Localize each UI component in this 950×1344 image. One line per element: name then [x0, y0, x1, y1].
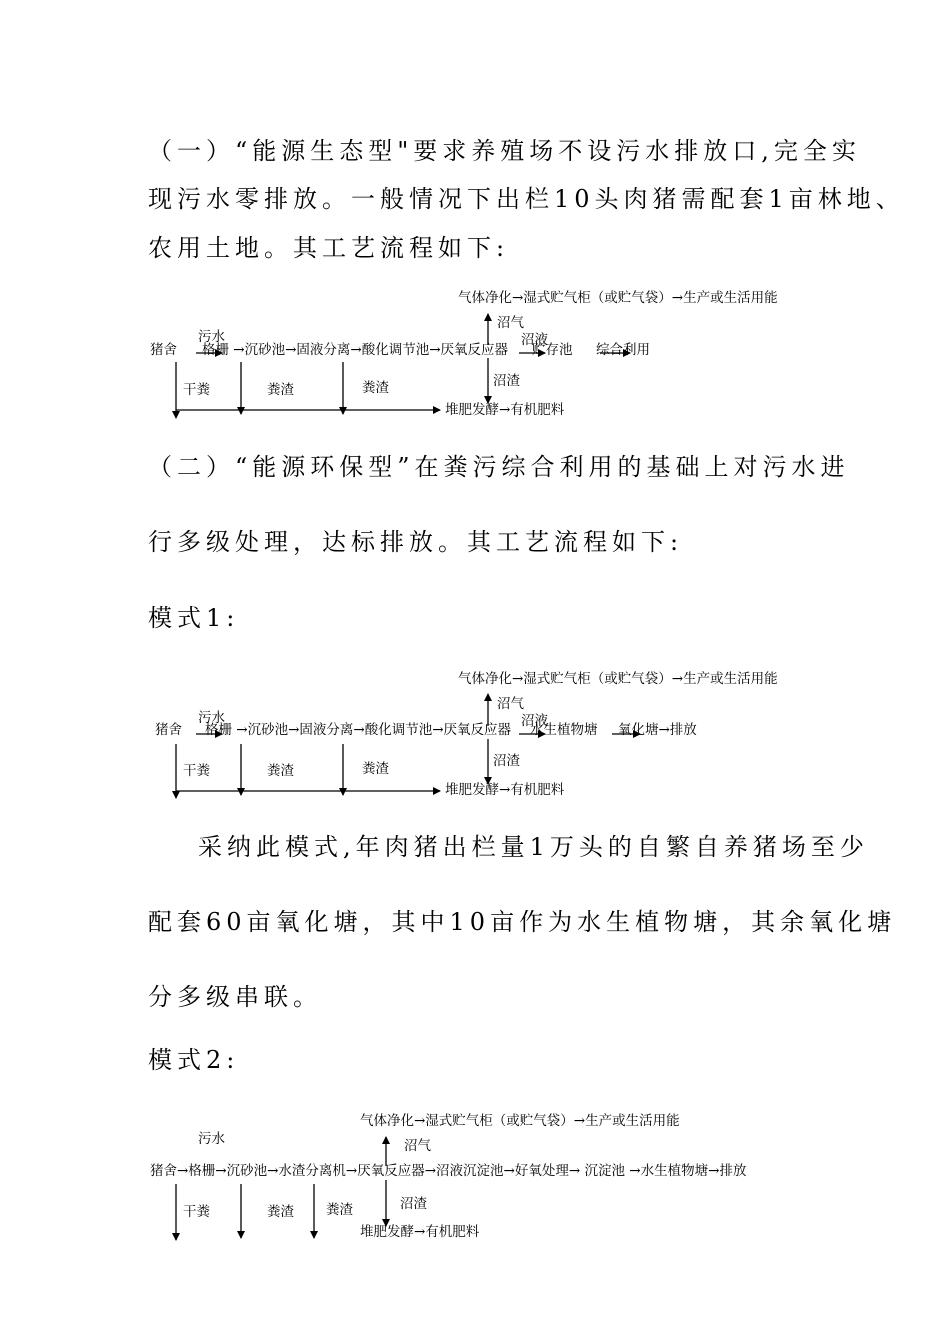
slurry-label: 沼液	[521, 332, 548, 348]
residue-label: 粪渣	[326, 1202, 353, 1218]
gas-chain-label: 气体净化→湿式贮气柜（或贮气袋）→生产或生活用能	[458, 290, 778, 306]
dry-manure-label: 干粪	[183, 382, 210, 398]
paragraph-line: 行多级处理，达标排放。其工艺流程如下:	[148, 528, 684, 556]
mode-heading: 模式2:	[148, 1046, 240, 1074]
paragraph-line: 采纳此模式,年肉猪出栏量1万头的自繁自养猪场至少	[198, 833, 869, 861]
storage-pond-label: 贮存池	[532, 342, 573, 358]
main-chain-label: 格栅 →沉砂池→固液分离→酸化调节池→厌氧反应器	[205, 722, 512, 738]
pigsty-label: 猪舍	[155, 722, 182, 738]
main-chain-label: 猪舍→格栅→沉砂池→水渣分离机→厌氧反应器→沼液沉淀池→好氧处理→ 沉淀池 →水生植物塘→排放	[150, 1163, 747, 1179]
paragraph-line: 农用土地。其工艺流程如下:	[148, 234, 510, 262]
wastewater-label: 污水	[198, 329, 225, 345]
oxidation-pond-label: 氧化塘→排放	[618, 722, 697, 738]
pigsty-label: 猪舍	[150, 342, 177, 358]
utilization-label: 综合利用	[596, 342, 650, 358]
wastewater-label: 污水	[198, 710, 225, 726]
paragraph-line: 现污水零排放。一般情况下出栏10头肉猪需配套1亩林地、	[148, 185, 905, 213]
biogas-label: 沼气	[404, 1138, 431, 1154]
wastewater-label: 污水	[198, 1131, 225, 1147]
compost-chain-label: 堆肥发酵→有机肥料	[445, 782, 565, 798]
compost-chain-label: 堆肥发酵→有机肥料	[360, 1224, 480, 1240]
slurry-label: 沼液	[521, 713, 548, 729]
residue-label: 粪渣	[362, 380, 389, 396]
paragraph-line: 配套60亩氧化塘，其中10亩作为水生植物塘，其余氧化塘	[148, 908, 897, 936]
biogas-label: 沼气	[497, 696, 524, 712]
gas-chain-label: 气体净化→湿式贮气柜（或贮气袋）→生产或生活用能	[458, 671, 778, 687]
paragraph-line: （一）“能源生态型"要求养殖场不设污水排放口,完全实	[148, 137, 861, 165]
biogas-label: 沼气	[497, 315, 524, 331]
residue-label: 粪渣	[267, 382, 294, 398]
mode-heading: 模式1:	[148, 604, 240, 632]
sludge-label: 沼渣	[400, 1196, 427, 1212]
dry-manure-label: 干粪	[183, 763, 210, 779]
residue-label: 粪渣	[362, 761, 389, 777]
residue-label: 粪渣	[267, 1204, 294, 1220]
sludge-label: 沼渣	[493, 373, 520, 389]
paragraph-line: 分多级串联。	[148, 983, 322, 1011]
paragraph-line: （二）“能源环保型”在粪污综合利用的基础上对污水进	[148, 453, 850, 481]
residue-label: 粪渣	[267, 763, 294, 779]
sludge-label: 沼渣	[493, 753, 520, 769]
dry-manure-label: 干粪	[183, 1204, 210, 1220]
main-chain-label: 格栅 →沉砂池→固液分离→酸化调节池→厌氧反应器	[202, 342, 509, 358]
aquatic-pond-label: 水生植物塘	[530, 722, 598, 738]
compost-chain-label: 堆肥发酵→有机肥料	[445, 402, 565, 418]
gas-chain-label: 气体净化→湿式贮气柜（或贮气袋）→生产或生活用能	[360, 1113, 680, 1129]
